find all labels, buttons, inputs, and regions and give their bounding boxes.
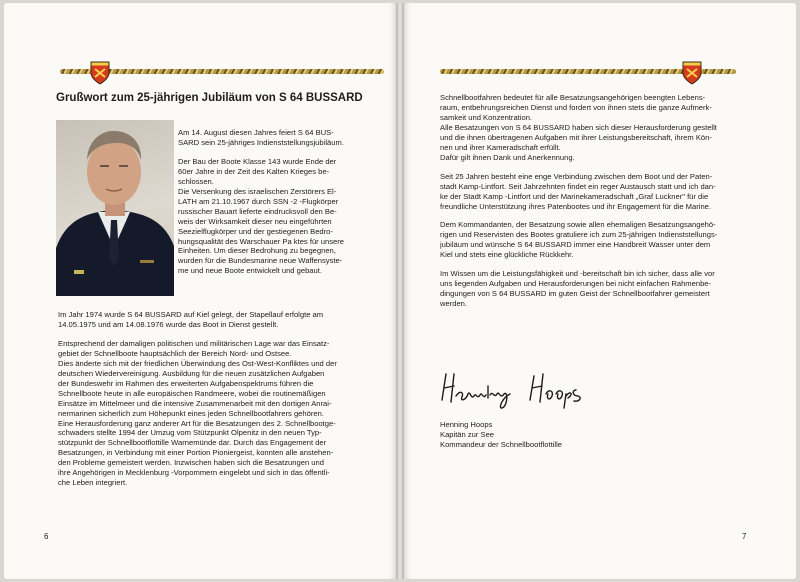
page-number: 7 [742, 532, 747, 541]
signatory-name: Henning Hoops [440, 420, 493, 429]
paragraph: Am 14. August diesen Jahres feiert S 64 BUS- SARD sein 25-jähriges Indienststellungsjubiläum. [178, 128, 344, 147]
letter-body [440, 93, 760, 318]
squadron-emblem-icon [682, 61, 702, 85]
paragraph: Der Bau der Boote Klasse 143 wurde Ende der 60er Jahre in der Zeit des Kalten Krieges be- schlossen. Die Versenkung des israelischen Zerstörers El- LATH am 21.10.1967 durch SSN -2 -Flugkörper russischer Bauart lieferte eindrucksvoll den Be- weis der Wirksamkeit dieser neu eingeführten Seezielflugkörper und der gestiegenen Bedro- hungsqualität des Warschauer Pa ktes für unsere Einheiten. Um dieser Bedrohung zu begegnen, wurden für die Bundesmarine neue Waffensyste- me und neue Boote entwickelt und gebaut. [178, 156, 345, 276]
paragraph: Seit 25 Jahren besteht eine enge Verbindung zwischen dem Boot und der Paten- stadt Kamp-Lintfort. Seit Jahrzehnten findet ein reger Austausch statt und ich dan- ke der Stadt Kamp -Lintfort und der Marinekameradschaft „Graf Luckner" für die freundliche Unterstützung ihres Patenbootes und ihr Engagement für die Marine. [440, 171, 716, 211]
paragraph: Dem Kommandanten, der Besatzung sowie allen ehemaligen Besatzungsangehö- rigen und Reservisten des Bootes gratuliere ich zum 25-jährigen Indienststellungs- jubiläum und wünsche S 64 BUSSARD immer eine Handbreit Wasser unter dem Kiel und stets eine glückliche Rückkehr. [440, 220, 718, 260]
intro-column [178, 128, 384, 285]
portrait-photo [56, 120, 174, 296]
signatory-role: Kommandeur der Schnellbootflottille [440, 440, 562, 449]
signature-block [440, 420, 660, 450]
book-spine [396, 3, 404, 579]
paragraph: Schnellbootfahren bedeutet für alle Besatzungsangehörigen beengten Lebens- raum, entbehrungsreichen Dienst und fordert von ihnen stets die ganze Aufmerk- samkeit und Konzentration. Alle Besatzungen von S 64 BUSSARD haben sich dieser Herausforderung gestellt und die ihnen übertragenen Aufgaben mit ihrer Leistungsbereitschaft, ihrem Kön- nen und ihrer Kameradschaft erfüllt. Dafür gilt ihnen Dank und Anerkennung. [440, 93, 717, 162]
page-title: Grußwort zum 25-jährigen Jubiläum von S 64 BUSSARD [56, 92, 363, 104]
main-text [58, 310, 386, 497]
page-number: 6 [44, 532, 49, 541]
signatory-rank: Kapitän zur See [440, 430, 495, 439]
paragraph: Entsprechend der damaligen politischen und militärischen Lage war das Einsatz- gebiet der Schnellboote hauptsächlich der Bereich Nord- und Ostsee. Dies änderte sich mit der friedlichen Überwindung des Ost-West-Konfliktes und der deutschen Wiedervereinigung. Ausbildung für die neuen zusätzlichen Aufgaben der Bundeswehr im Rahmen des erweiterten Aufgabenspektrums führen die Schnellboote heute in alle europäischen Randmeere, wobei die routinemäßigen Einsätze im Mittelmeer und die intensive Zusammenarbeit mit den dortigen Anrai- nermarinen sicherlich zum Höhepunkt eines jeden Schnellbootfahrers gehören. Eine Herausforderung ganz anderer Art für die Besatzungen des 2. Schnellbootge- schwaders stellte 1994 der Umzug vom Stützpunkt Olpenitz in den neuen Typ- stützpunkt der Schnellbootflottille Warnemünde dar. Durch das Engagement der Besatzungen, in Verbindung mit einer Portion Pioniergeist, konnten alle anstehen- den Probleme gemeistert werden. Inzwischen haben sich die Besatzungen und ihre Angehörigen in Mecklenburg -Vorpommern eingelebt und sich in das öffentli- che Leben integriert. [58, 338, 337, 488]
paragraph: Im Jahr 1974 wurde S 64 BUSSARD auf Kiel gelegt, der Stapellauf erfolgte am 14.05.1975 und am 14.08.1976 wurde das Boot in Dienst gestellt. [58, 310, 324, 329]
handwritten-signature [438, 364, 598, 410]
paragraph: Im Wissen um die Leistungsfähigkeit und -bereitschaft bin ich sicher, dass alle vor uns liegenden Aufgaben und Herausforderungen bei nicht einfachen Rahmenbe- dingungen von S 64 BUSSARD im guten Geist der Schnellbootfahrer gemeistert werden. [440, 269, 715, 309]
squadron-emblem-icon [90, 61, 110, 85]
